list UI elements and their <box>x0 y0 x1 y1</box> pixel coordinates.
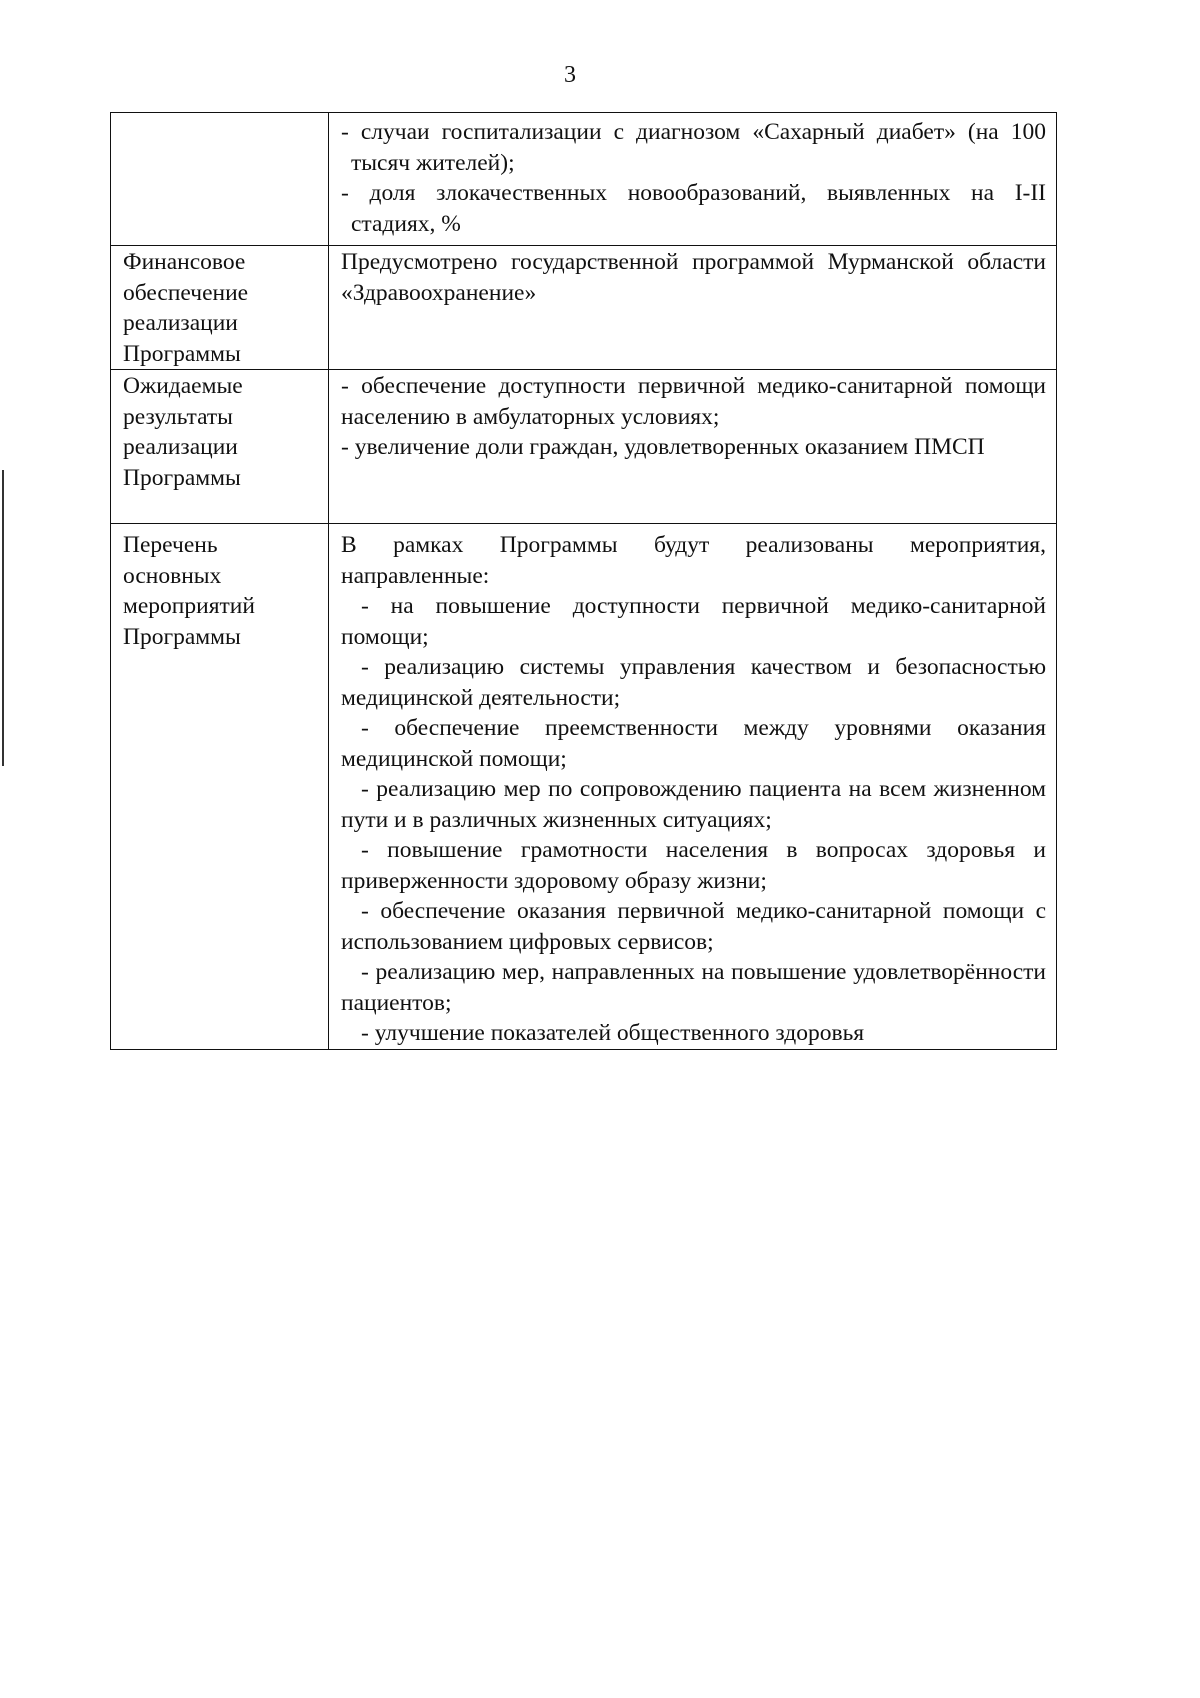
activity-item: - реализацию мер по сопровождению пациента на всем жизненном пути и в различных жизненных ситуациях; <box>341 776 1046 833</box>
label-line: реализации <box>123 434 238 460</box>
row-content-main-activities <box>329 524 1057 1050</box>
expected-result-item: - обеспечение доступности первичной медико-санитарной помощи населению в амбулаторных условиях; <box>341 373 1046 430</box>
label-line: результаты <box>123 403 233 430</box>
activity-item: - реализацию мер, направленных на повышение удовлетворённости пациентов; <box>341 959 1046 1016</box>
activity-item: - на повышение доступности первичной медико-санитарной помощи; <box>341 593 1046 650</box>
table-row-main-activities <box>111 524 1057 1050</box>
row-content-indicators <box>329 113 1057 246</box>
label-line: Перечень <box>123 532 218 558</box>
indicator-diabetes-hospitalization: - случаи госпитализации с диагнозом «Сахарный диабет» (на 100 тысяч жителей); <box>341 119 1046 176</box>
label-line: Финансовое <box>123 249 246 275</box>
table-row-financing <box>111 246 1057 370</box>
activity-item: - реализацию системы управления качеством и безопасностью медицинской деятельности; <box>341 654 1046 711</box>
row-label-empty <box>111 113 329 246</box>
label-line: Программы <box>123 464 241 491</box>
label-line: обеспечение <box>123 279 249 306</box>
label-line: Программы <box>123 340 241 367</box>
row-content-financing <box>329 246 1057 370</box>
scan-edge-mark <box>2 470 4 766</box>
program-passport-table <box>110 112 1057 1050</box>
row-content-expected-results <box>329 370 1057 524</box>
label-line: реализации <box>123 310 238 336</box>
label-line: Ожидаемые <box>123 373 243 399</box>
label-line: основных <box>123 562 222 589</box>
indicator-early-cancer-share: - доля злокачественных новообразований, выявленных на I-II стадиях, % <box>341 180 1046 237</box>
label-line: Программы <box>123 623 241 650</box>
row-label-main-activities <box>111 524 329 1050</box>
row-label-financing <box>111 246 329 370</box>
activity-item: - обеспечение оказания первичной медико-санитарной помощи с использованием цифровых сервисов; <box>341 898 1046 955</box>
label-line: мероприятий <box>123 593 255 619</box>
table-row-expected-results <box>111 370 1057 524</box>
activity-item: - обеспечение преемственности между уровнями оказания медицинской помощи; <box>341 715 1046 772</box>
page-number: 3 <box>564 62 576 88</box>
table-row-indicators <box>111 113 1057 246</box>
activity-item: - повышение грамотности населения в вопросах здоровья и приверженности здоровому образу жизни; <box>341 837 1046 894</box>
expected-result-item: - увеличение доли граждан, удовлетворенных оказанием ПМСП <box>341 434 985 460</box>
row-label-expected-results <box>111 370 329 524</box>
activity-item: - улучшение показателей общественного здоровья <box>361 1020 865 1046</box>
activities-intro: В рамках Программы будут реализованы мероприятия, направленные: <box>341 532 1046 589</box>
financing-text: Предусмотрено государственной программой Мурманской области «Здравоохранение» <box>341 249 1046 306</box>
